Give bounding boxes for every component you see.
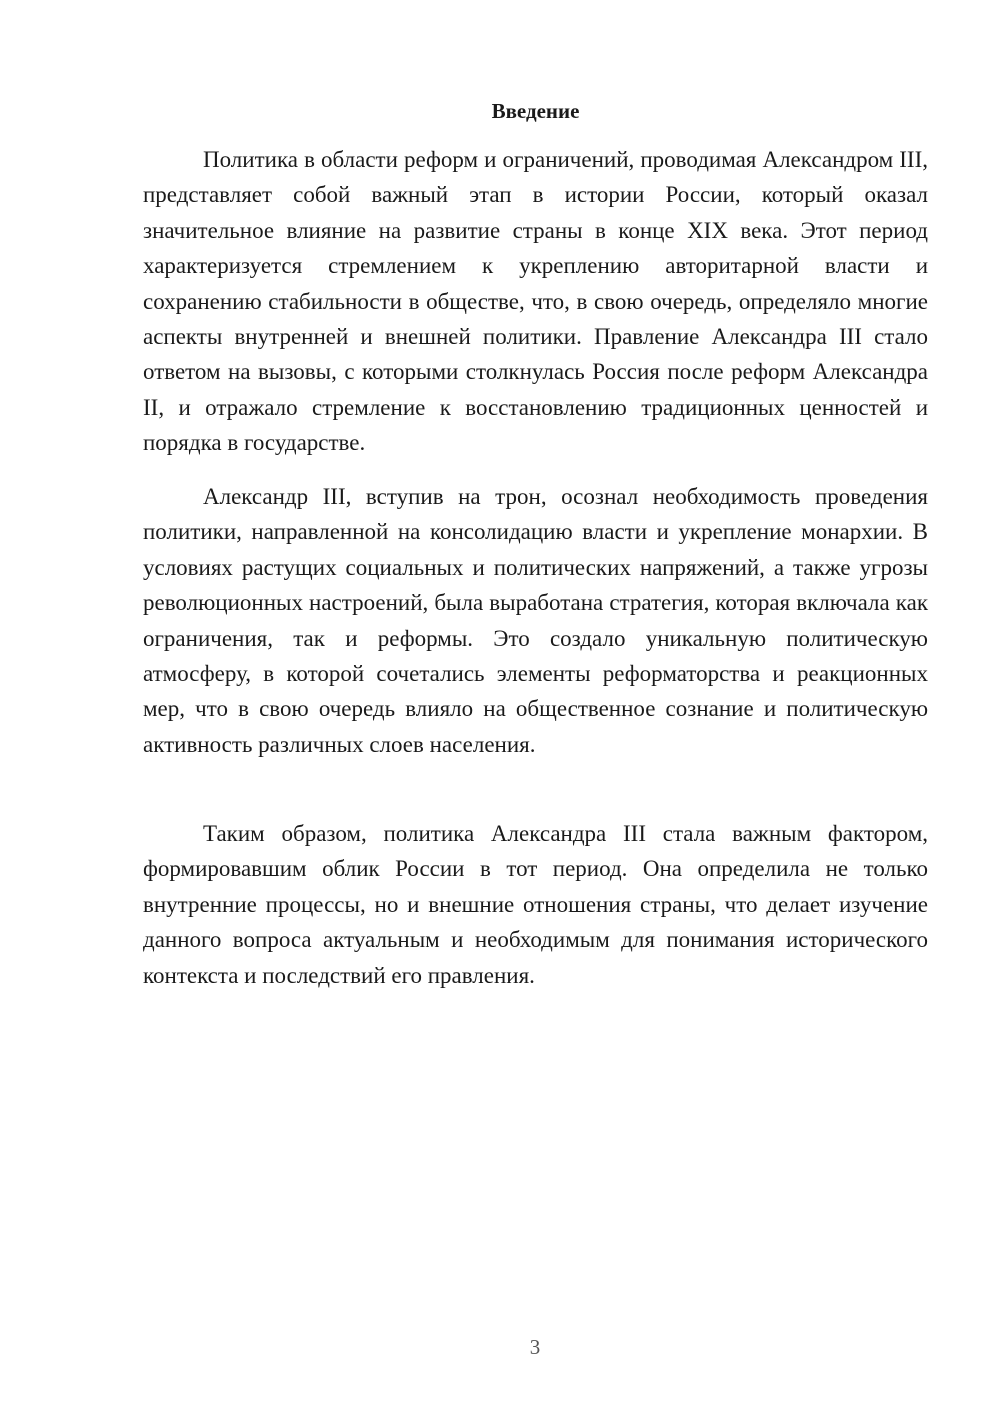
section-heading: Введение [491, 99, 580, 123]
paragraph-1: Политика в области реформ и ограничений, проводимая Александром III, представляет собой важный этап в истории России, который оказал значительное влияние на развитие страны в конце XIX века. Этот период характеризуется стремлением к укреплению авторитарной власти и сохранению стабильности в обществе, что, в свою очередь, определяло многие аспекты внутренней и внешней политики. Правление Александра III стало ответом на вызовы, с которыми столкнулась Россия после реформ Александра II, и отражало стремление к восстановлению традиционных ценностей и порядка в государстве. [143, 147, 928, 456]
page-number: 3 [529, 1335, 541, 1359]
paragraph-2: Александр III, вступив на трон, осознал необходимость проведения политики, направленной на консолидацию власти и укрепление монархии. В условиях растущих социальных и политических напряжений, а также угрозы революционных настроений, была выработана стратегия, которая включала как ограничения, так и реформы. Это создало уникальную политическую атмосферу, в которой сочетались элементы реформаторства и реакционных мер, что в свою очередь влияло на общественное сознание и политическую активность различных слоев населения. [143, 484, 928, 757]
paragraph-3: Таким образом, политика Александра III стала важным фактором, формировавшим облик России в тот период. Она определила не только внутренние процессы, но и внешние отношения страны, что делает изучение данного вопроса актуальным и необходимым для понимания исторического контекста и последствий его правления. [143, 821, 928, 988]
